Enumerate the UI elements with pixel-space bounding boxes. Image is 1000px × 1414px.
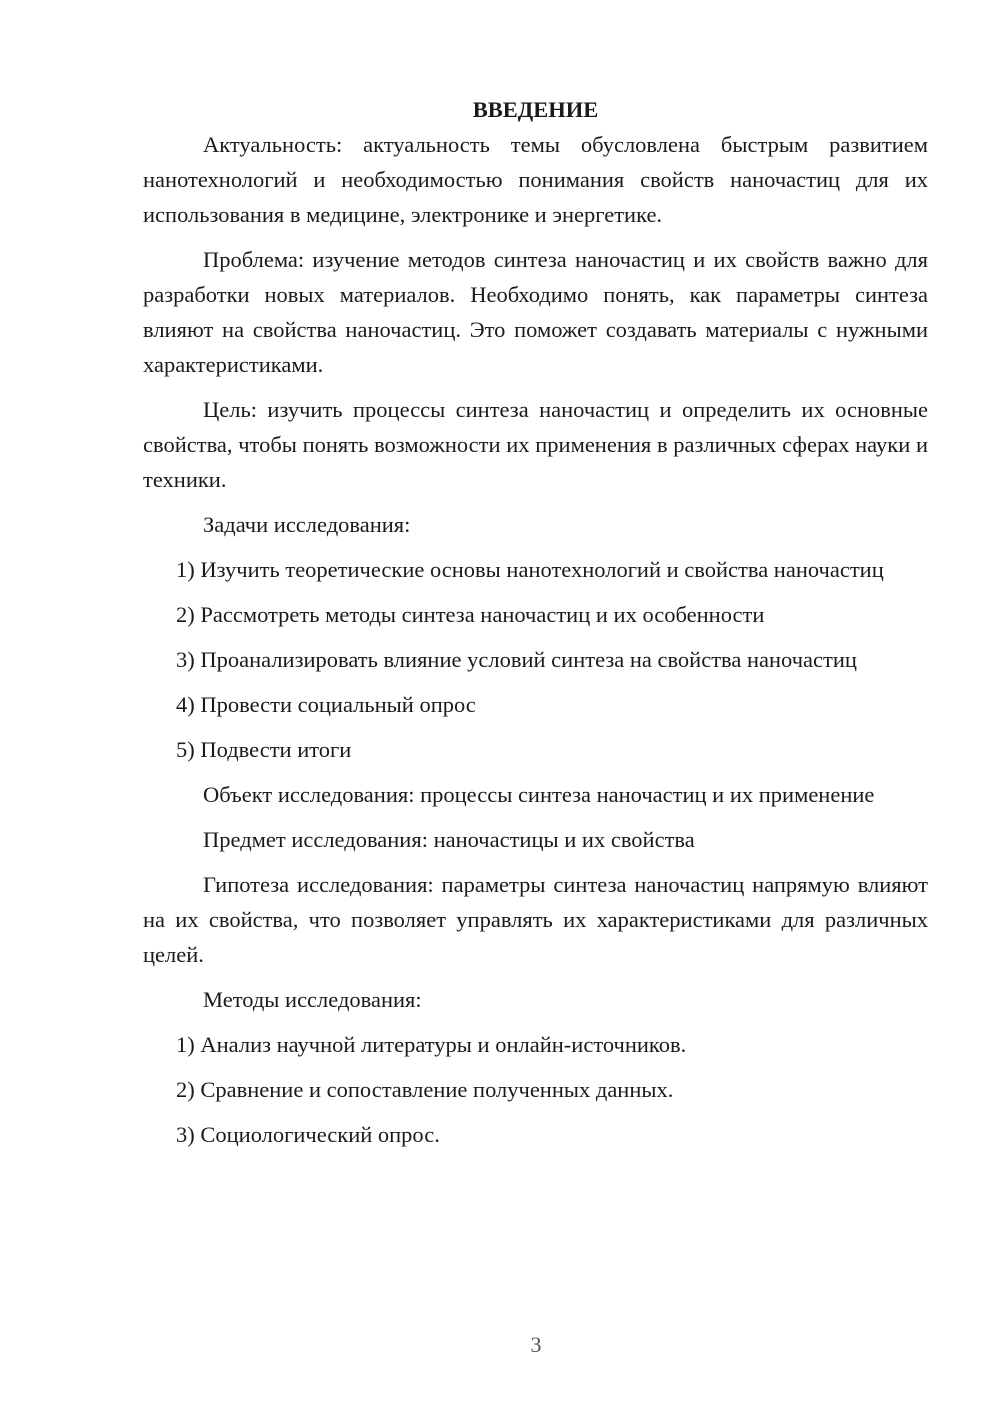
problem-paragraph: Проблема: изучение методов синтеза наночастиц и их свойств важно для разработки новых материалов. Необходимо понять, как параметры синтеза влияют на свойства наночастиц. Это поможет создавать материалы с нужными характеристиками.: [143, 247, 928, 377]
object-paragraph: Объект исследования: процессы синтеза наночастиц и их применение: [203, 782, 875, 807]
task-item-5: 5) Подвести итоги: [176, 737, 352, 762]
goal-paragraph: Цель: изучить процессы синтеза наночастиц и определить их основные свойства, чтобы понять возможности их применения в различных сферах науки и техники.: [143, 397, 928, 492]
relevance-paragraph: Актуальность: актуальность темы обусловлена быстрым развитием нанотехнологий и необходимостью понимания свойств наночастиц для их использования в медицине, электронике и энергетике.: [143, 132, 928, 227]
hypothesis-paragraph: Гипотеза исследования: параметры синтеза наночастиц напрямую влияют на их свойства, что позволяет управлять их характеристиками для различных целей.: [143, 872, 928, 967]
task-item-3: 3) Проанализировать влияние условий синтеза на свойства наночастиц: [176, 647, 857, 672]
document-body: [143, 92, 928, 1162]
page-title: ВВЕДЕНИЕ: [472, 97, 599, 122]
task-item-1: 1) Изучить теоретические основы нанотехнологий и свойства наночастиц: [176, 557, 884, 582]
task-item-2: 2) Рассмотреть методы синтеза наночастиц и их особенности: [176, 602, 765, 627]
subject-paragraph: Предмет исследования: наночастицы и их свойства: [203, 827, 695, 852]
methods-heading: Методы исследования:: [203, 987, 422, 1012]
tasks-heading: Задачи исследования:: [203, 512, 411, 537]
page-number: 3: [530, 1332, 542, 1357]
method-item-3: 3) Социологический опрос.: [176, 1122, 440, 1147]
task-item-4: 4) Провести социальный опрос: [176, 692, 476, 717]
method-item-2: 2) Сравнение и сопоставление полученных данных.: [176, 1077, 674, 1102]
method-item-1: 1) Анализ научной литературы и онлайн-источников.: [176, 1032, 687, 1057]
